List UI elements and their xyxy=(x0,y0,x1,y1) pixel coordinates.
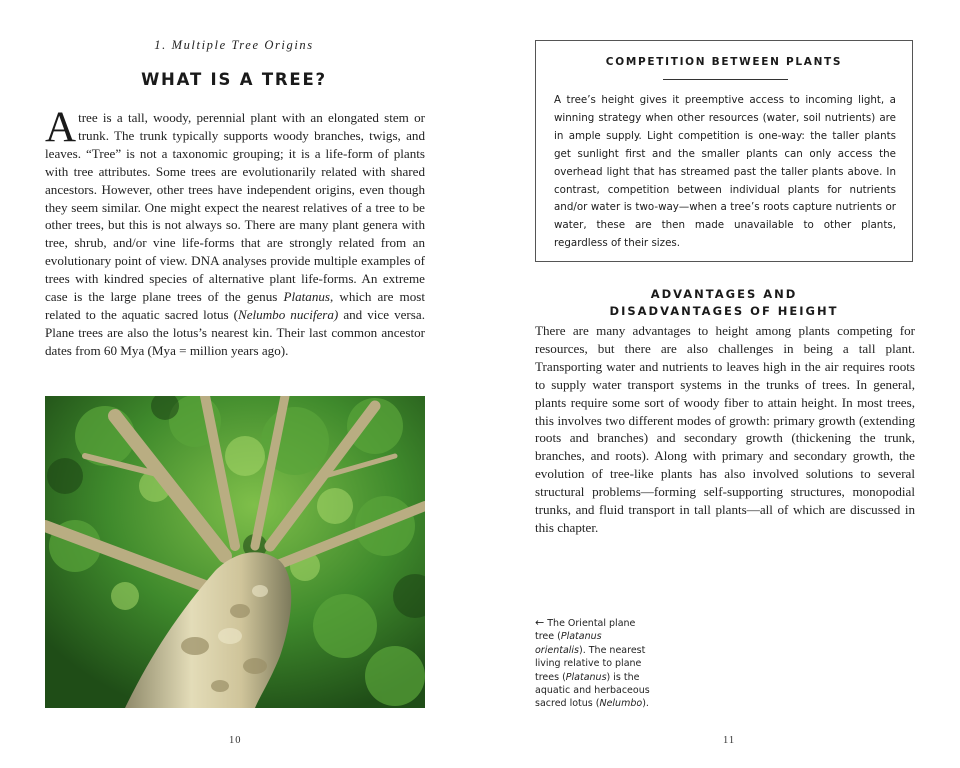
intro-paragraph xyxy=(45,104,425,360)
page-title: WHAT IS A TREE? xyxy=(141,70,327,89)
caption-italic: Platanus orientalis xyxy=(535,631,602,656)
caption-italic: Platanus xyxy=(565,671,607,683)
box-divider xyxy=(663,79,788,80)
page-number: 11 xyxy=(723,735,736,746)
chapter-label: 1. Multiple Tree Origins xyxy=(154,38,314,52)
section-heading-line: DISADVANTAGES OF HEIGHT xyxy=(609,304,839,318)
caption-text: ) is the aquatic and herbaceous sacred lotus ( xyxy=(535,671,650,710)
caption-italic: Nelumbo xyxy=(599,698,643,710)
arrow-left-icon: ← xyxy=(535,616,545,629)
sidebar-box xyxy=(535,40,913,262)
caption-text: ). The nearest living relative to plane trees ( xyxy=(535,644,646,683)
plane-tree-photo xyxy=(45,396,425,708)
body-paragraph: There are many advantages to height among plants competing for resources, but there are also challenges in being a tall plant. Transporting water and nutrients to leaves high in the air requires roots to supply water transport systems in the trunks of trees. In general, plants require some sort of woody fiber to attain height. In most trees, this involves two different modes of growth: primary growth (extending roots and branches) and secondary growth (thickening the trunk, branches, and roots). Along with primary and secondary growth, the evolution of tree-like plants has also involved solutions to several structural problems—forming self-supporting structures, monopodial trunks, and fluid transport in tall plants—all of which are discussed in this chapter. xyxy=(535,323,915,535)
section-heading xyxy=(535,286,913,320)
right-page xyxy=(480,0,960,768)
paragraph-text: and vice versa. Plane trees are also the lotus’s nearest kin. Their last common ancestor dates from 60 Mya (Mya = million years ago). xyxy=(45,306,425,358)
paragraph-text: , which are most related to the aquatic sacred lotus ( xyxy=(45,289,425,322)
caption-text: ). xyxy=(642,698,649,710)
box-title: COMPETITION BETWEEN PLANTS xyxy=(605,56,843,68)
page-number: 10 xyxy=(229,735,242,746)
paragraph-text: tree is a tall, woody, perennial plant with an elongated stem or trunk. The trunk typically supports woody branches, twigs, and leaves. “Tree” is not a taxonomic grouping; it is a life-form of plants with tree attributes. Some trees are evolutionarily related with shared ancestors. However, other trees have independent origins, even though they seem similar. One might expect the nearest relatives of a tree to be other trees, but this is not always so. There are many plant genera with tree, shrub, and/or vine life-forms that are strongly related from an evolutionary point of view. DNA analyses provide multiple examples of trees with kindred species of alternative plant life-forms. An extreme case is the large plane trees of the genus xyxy=(45,110,425,305)
tree-illustration xyxy=(45,396,425,708)
species-name: Nelumbo nucifera) xyxy=(238,306,339,322)
genus-name: Platanus xyxy=(283,289,331,305)
section-heading-line: ADVANTAGES AND xyxy=(650,287,798,301)
box-text: A tree’s height gives it preemptive access to incoming light, a winning strategy when other resources (water, soil nutrients) are in ample supply. Light competition is one-way: the taller plants get sunlight first and the smaller plants can only access the overhead light that has streamed past the taller plants above. In contrast, competition between individual plants for nutrients and/or water is two-way—when a tree’s roots capture nutrients or water, these are then made unavailable to other plants, regardless of their sizes. xyxy=(554,94,896,250)
drop-cap: A xyxy=(45,104,77,151)
caption-text: The Oriental plane tree ( xyxy=(535,618,636,643)
photo-caption xyxy=(535,616,653,711)
